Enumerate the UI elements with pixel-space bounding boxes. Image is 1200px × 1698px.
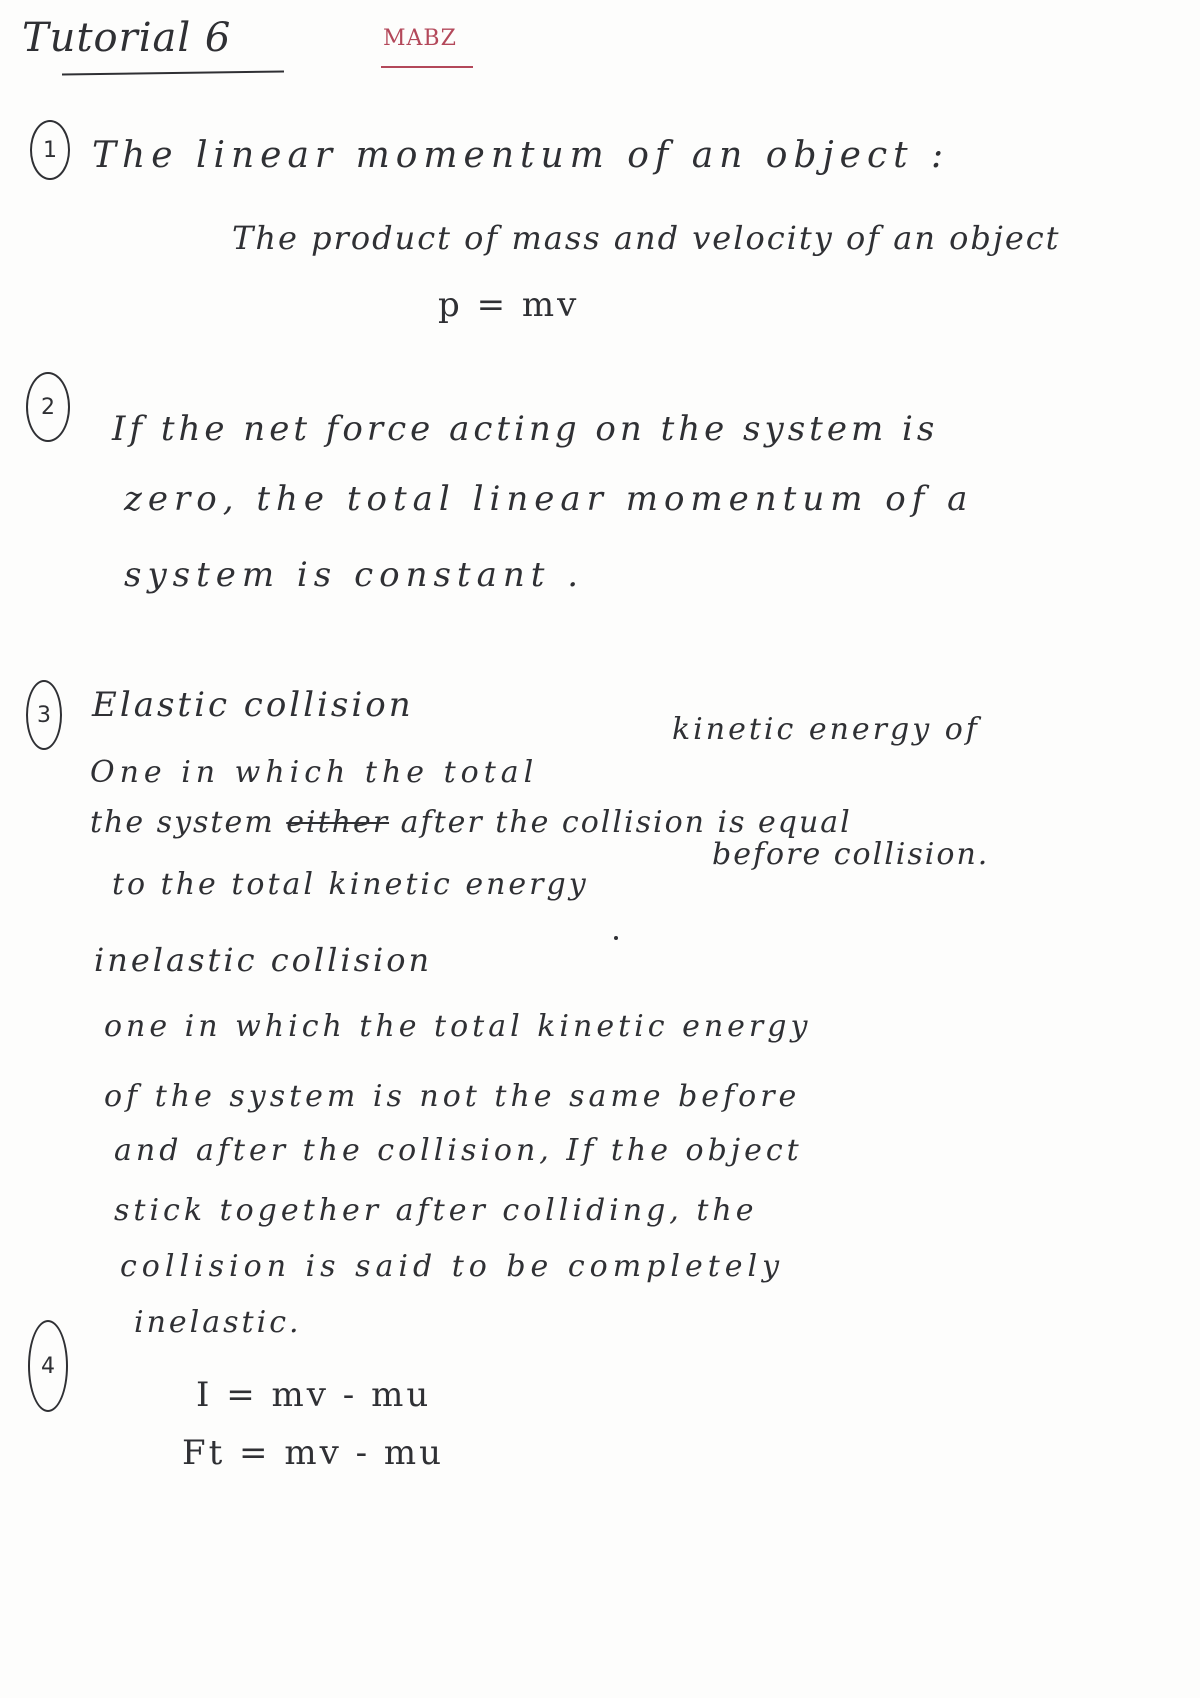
course-code: MABZ xyxy=(383,26,457,51)
elastic-line-3-a: the system xyxy=(90,805,275,840)
elastic-line-4: to the total kinetic energy xyxy=(112,867,589,902)
inelastic-line-3: and after the collision, If the object xyxy=(114,1133,803,1168)
title-underline xyxy=(62,70,284,75)
q1-answer: The product of mass and velocity of an object xyxy=(232,219,1061,257)
question-number-2: 2 xyxy=(26,372,70,442)
impulse-formula-1: I = mv - mu xyxy=(196,1375,432,1415)
inelastic-line-2: of the system is not the same before xyxy=(104,1079,801,1114)
elastic-line-1: kinetic energy of xyxy=(672,712,980,747)
elastic-line-3-b: after the collision is equal xyxy=(400,805,852,840)
q1-heading: The linear momentum of an object : xyxy=(92,135,950,176)
inelastic-line-6: inelastic. xyxy=(134,1305,302,1340)
elastic-line-2: One in which the total xyxy=(90,755,539,790)
q2-line-2: zero, the total linear momentum of a xyxy=(124,479,974,519)
elastic-line-4-end: before collision. xyxy=(712,837,990,872)
elastic-line-3 xyxy=(90,805,852,840)
stray-dot xyxy=(614,936,618,940)
q2-line-3: system is constant . xyxy=(124,555,585,595)
struck-word: either xyxy=(286,805,390,840)
course-code-underline xyxy=(381,66,473,68)
page-title: Tutorial 6 xyxy=(22,15,232,61)
inelastic-line-1: one in which the total kinetic energy xyxy=(104,1009,812,1044)
question-number-1: 1 xyxy=(30,120,70,180)
question-number-4: 4 xyxy=(28,1320,68,1412)
elastic-collision-heading: Elastic collision xyxy=(92,685,414,725)
inelastic-collision-heading: inelastic collision xyxy=(94,941,433,979)
q1-formula: p = mv xyxy=(438,285,580,325)
impulse-formula-2: Ft = mv - mu xyxy=(182,1433,445,1473)
q2-line-1: If the net force acting on the system is xyxy=(112,409,939,449)
inelastic-line-5: collision is said to be completely xyxy=(120,1249,785,1284)
question-number-3: 3 xyxy=(26,680,62,750)
inelastic-line-4: stick together after colliding, the xyxy=(114,1193,758,1228)
